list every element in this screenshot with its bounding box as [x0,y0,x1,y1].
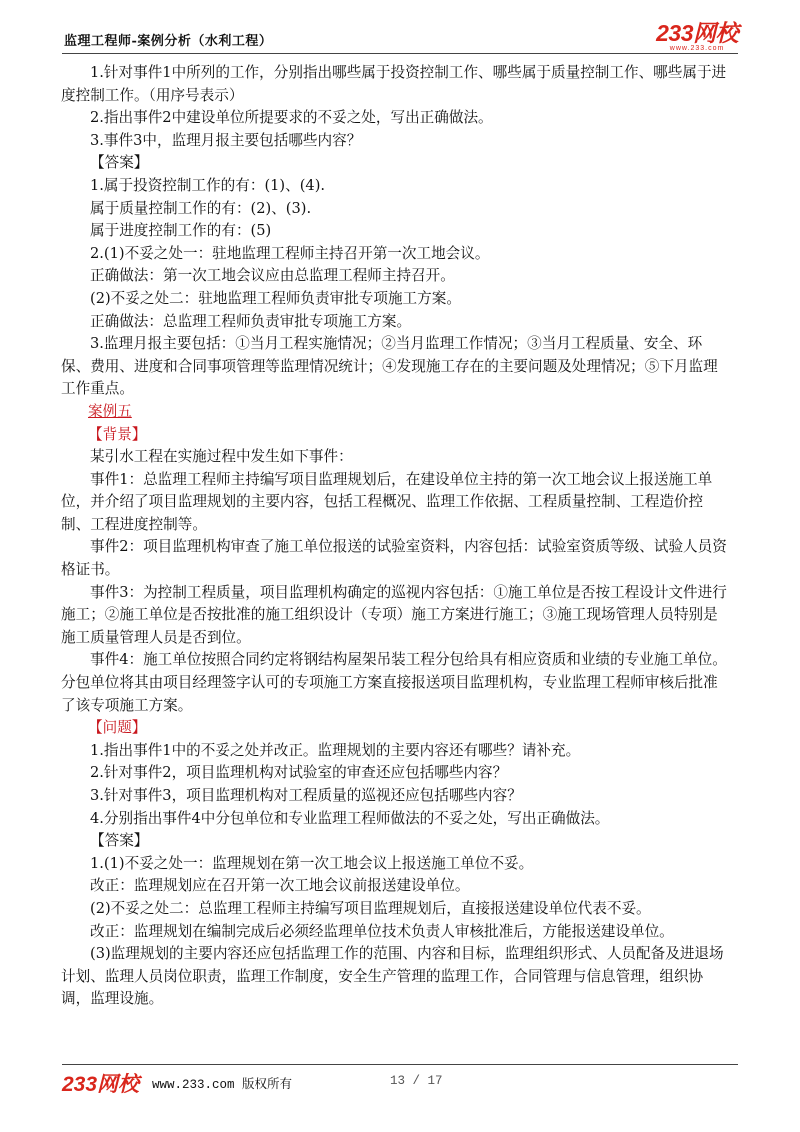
paragraph-line: 事件4：施工单位按照合同约定将钢结构屋架吊装工程分包给具有相应资质和业绩的专业施工单位。 [90,651,727,669]
paragraph-line: 分包单位将其由项目经理签字认可的专项施工方案直接报送项目监理机构，专业监理工程师审核后批准 [61,674,718,692]
paragraph-line: 了该专项施工方案。 [61,696,193,714]
paragraph-line: 2.指出事件2中建设单位所提要求的不妥之处，写出正确做法。 [90,109,493,127]
footer-logo: 233网校 [62,1073,140,1096]
paragraph-line: (2)不妥之处二：总监理工程师主持编写项目监理规划后，直接报送建设单位代表不妥。 [90,899,651,917]
paragraph-line: 事件3：为控制工程质量，项目监理机构确定的巡视内容包括：①施工单位是否按工程设计文件进行 [90,583,727,601]
paragraph-line: 2.针对事件2，项目监理机构对试验室的审查还应包括哪些内容？ [90,764,508,782]
paragraph-line: 【答案】 [90,832,149,850]
paragraph-line: 度控制工作。（用序号表示） [61,86,244,104]
logo-text: 233网校 [656,20,738,46]
paragraph-line: 改正：监理规划应在召开第一次工地会议前报送建设单位。 [90,877,470,895]
paragraph-line: 1.针对事件1中所列的工作，分别指出哪些属于投资控制工作、哪些属于质量控制工作、哪些属于进 [90,64,727,81]
document-body [61,62,738,1011]
logo-url: www.233.com [669,45,725,52]
page-header [62,22,738,52]
paragraph-line: 3.针对事件3，项目监理机构对工程质量的巡视还应包括哪些内容？ [90,787,522,804]
paragraph-line: 3.事件3中，监理月报主要包括哪些内容？ [90,131,362,149]
paragraph-line: 保、费用、进度和合同事项管理等监理情况统计；④发现施工存在的主要问题及处理情况；⑤下月监理 [61,357,718,375]
section-label: 【背景】 [88,425,147,443]
paragraph-line: 制、工程进度控制等。 [61,515,207,533]
paragraph-line: 1.(1)不妥之处一：监理规划在第一次工地会议上报送施工单位不妥。 [90,854,534,872]
paragraph-line: 位，并介绍了项目监理规划的主要内容，包括工程概况、监理工作依据、工程质量控制、工程造价控 [61,493,704,511]
section-label: 【问题】 [88,719,147,737]
paragraph-line: 属于进度控制工作的有：(5) [90,222,272,240]
paragraph-line: 1.指出事件1中的不妥之处并改正。监理规划的主要内容还有哪些？请补充。 [90,741,581,759]
paragraph-line: 2.(1)不妥之处一：驻地监理工程师主持召开第一次工地会议。 [90,244,490,262]
paragraph-line: 正确做法：第一次工地会议应由总监理工程师主持召开。 [90,267,455,285]
section-heading-link[interactable]: 案例五 [88,402,132,420]
footer-copyright: www.233.com 版权所有 [152,1078,293,1092]
document-title: 监理工程师-案例分析（水利工程） [64,34,273,49]
paragraph-line: 事件2：项目监理机构审查了施工单位报送的试验室资料，内容包括：试验室资质等级、试验人员资 [90,538,727,556]
paragraph-line: 计划、监理人员岗位职责，监理工作制度，安全生产管理的监理工作，合同管理与信息管理，组织协 [61,967,704,985]
paragraph-line: 施工质量管理人员是否到位。 [61,628,251,646]
paragraph-line: 正确做法：总监理工程师负责审批专项施工方案。 [90,312,412,330]
paragraph-line: 调，监理设施。 [61,990,164,1008]
paragraph-line: 3.监理月报主要包括：①当月工程实施情况；②当月监理工作情况；③当月工程质量、安全、环 [90,335,703,353]
paragraph-line: 改正：监理规划在编制完成后必须经监理单位技术负责人审核批准后，方能报送建设单位。 [90,922,674,940]
paragraph-line: (3)监理规划的主要内容还应包括监理工作的范围、内容和目标，监理组织形式、人员配备及进退场 [90,945,724,963]
page-footer [62,1068,738,1094]
header-divider [62,53,738,54]
brand-logo [656,22,738,53]
paragraph-line: 某引水工程在实施过程中发生如下事件： [90,448,353,466]
paragraph-line: 4.分别指出事件4中分包单位和专业监理工程师做法的不妥之处，写出正确做法。 [90,809,610,827]
paragraph-line: 【答案】 [90,154,149,172]
footer-divider [62,1064,738,1065]
page-number: 13 / 17 [390,1074,443,1088]
paragraph-line: 工作重点。 [61,380,134,398]
paragraph-line: 事件1：总监理工程师主持编写项目监理规划后，在建设单位主持的第一次工地会议上报送施工单 [90,470,713,488]
paragraph-line: 格证书。 [61,561,120,579]
paragraph-line: (2)不妥之处二：驻地监理工程师负责审批专项施工方案。 [90,289,461,307]
paragraph-line: 1.属于投资控制工作的有：(1)、(4). [90,176,326,194]
paragraph-line: 施工；②施工单位是否按批准的施工组织设计（专项）施工方案进行施工；③施工现场管理人员特别是 [61,606,718,624]
paragraph-line: 属于质量控制工作的有：(2)、(3). [90,199,312,217]
